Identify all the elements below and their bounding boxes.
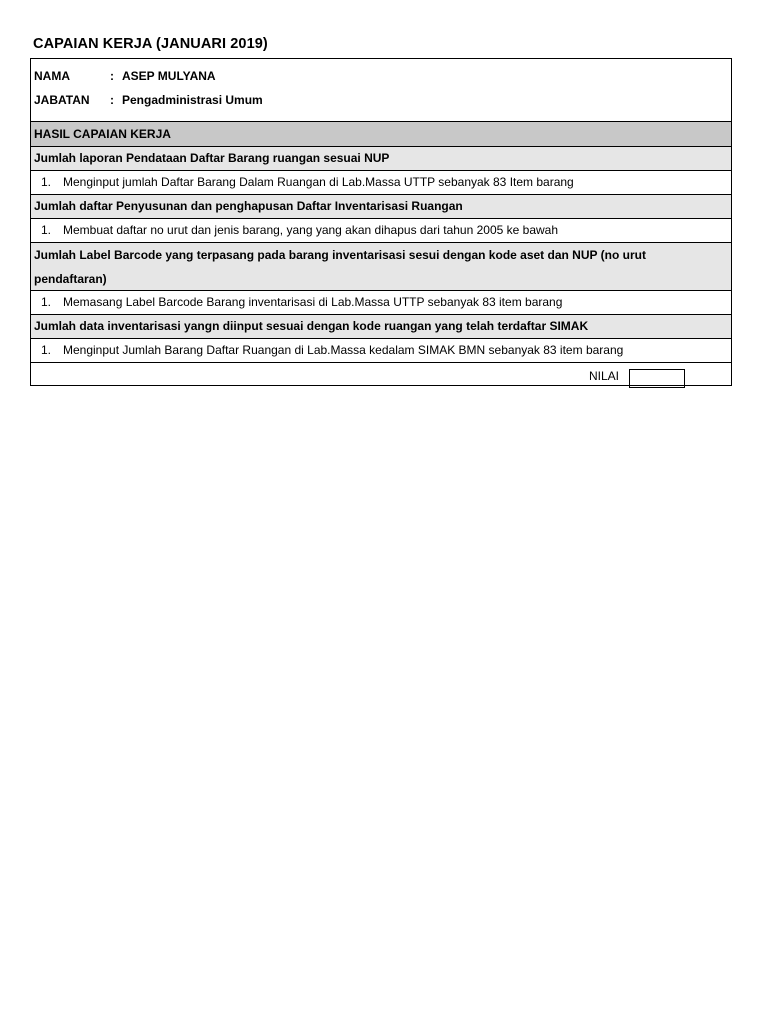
jabatan-separator: : [110,93,114,107]
item-number: 1. [41,175,52,189]
section-heading-1: Jumlah laporan Pendataan Daftar Barang ruangan sesuai NUP [31,147,731,171]
section-item-2 [31,219,731,243]
capaian-kerja-table [30,58,732,386]
employee-info [31,59,731,122]
jabatan-label: JABATAN [34,93,90,107]
item-text: Menginput jumlah Daftar Barang Dalam Ruangan di Lab.Massa UTTP sebanyak 83 Item barang [63,175,574,189]
section-heading-2: Jumlah daftar Penyusunan dan penghapusan Daftar Inventarisasi Ruangan [31,195,731,219]
nama-separator: : [110,69,114,83]
item-text: Membuat daftar no urut dan jenis barang, yang yang akan dihapus dari tahun 2005 ke bawah [63,223,559,237]
item-number: 1. [41,295,52,309]
item-text: Menginput Jumlah Barang Daftar Ruangan di Lab.Massa kedalam SIMAK BMN sebanyak 83 item barang [63,343,624,357]
item-number: 1. [41,223,52,237]
jabatan-value: Pengadministrasi Umum [122,93,263,107]
nilai-label: NILAI [589,369,620,383]
item-text: Memasang Label Barcode Barang inventarisasi di Lab.Massa UTTP sebanyak 83 item barang [63,295,563,309]
nilai-row [31,363,731,388]
item-number: 1. [41,343,52,357]
section-heading-3: Jumlah Label Barcode yang terpasang pada barang inventarisasi sesui dengan kode aset dan NUP (no urut pendaftaran) [31,243,731,291]
nama-label: NAMA [34,69,70,83]
document-title: CAPAIAN KERJA (JANUARI 2019) [33,36,268,52]
nama-row [34,69,216,83]
section-item-3 [31,291,731,315]
nilai-score-box[interactable] [629,369,685,388]
section-item-1 [31,171,731,195]
section-heading-4: Jumlah data inventarisasi yangn diinput sesuai dengan kode ruangan yang telah terdaftar SIMAK [31,315,731,339]
section-item-4 [31,339,731,363]
hasil-capaian-header: HASIL CAPAIAN KERJA [31,122,731,147]
nama-value: ASEP MULYANA [122,69,216,83]
jabatan-row [34,93,263,107]
